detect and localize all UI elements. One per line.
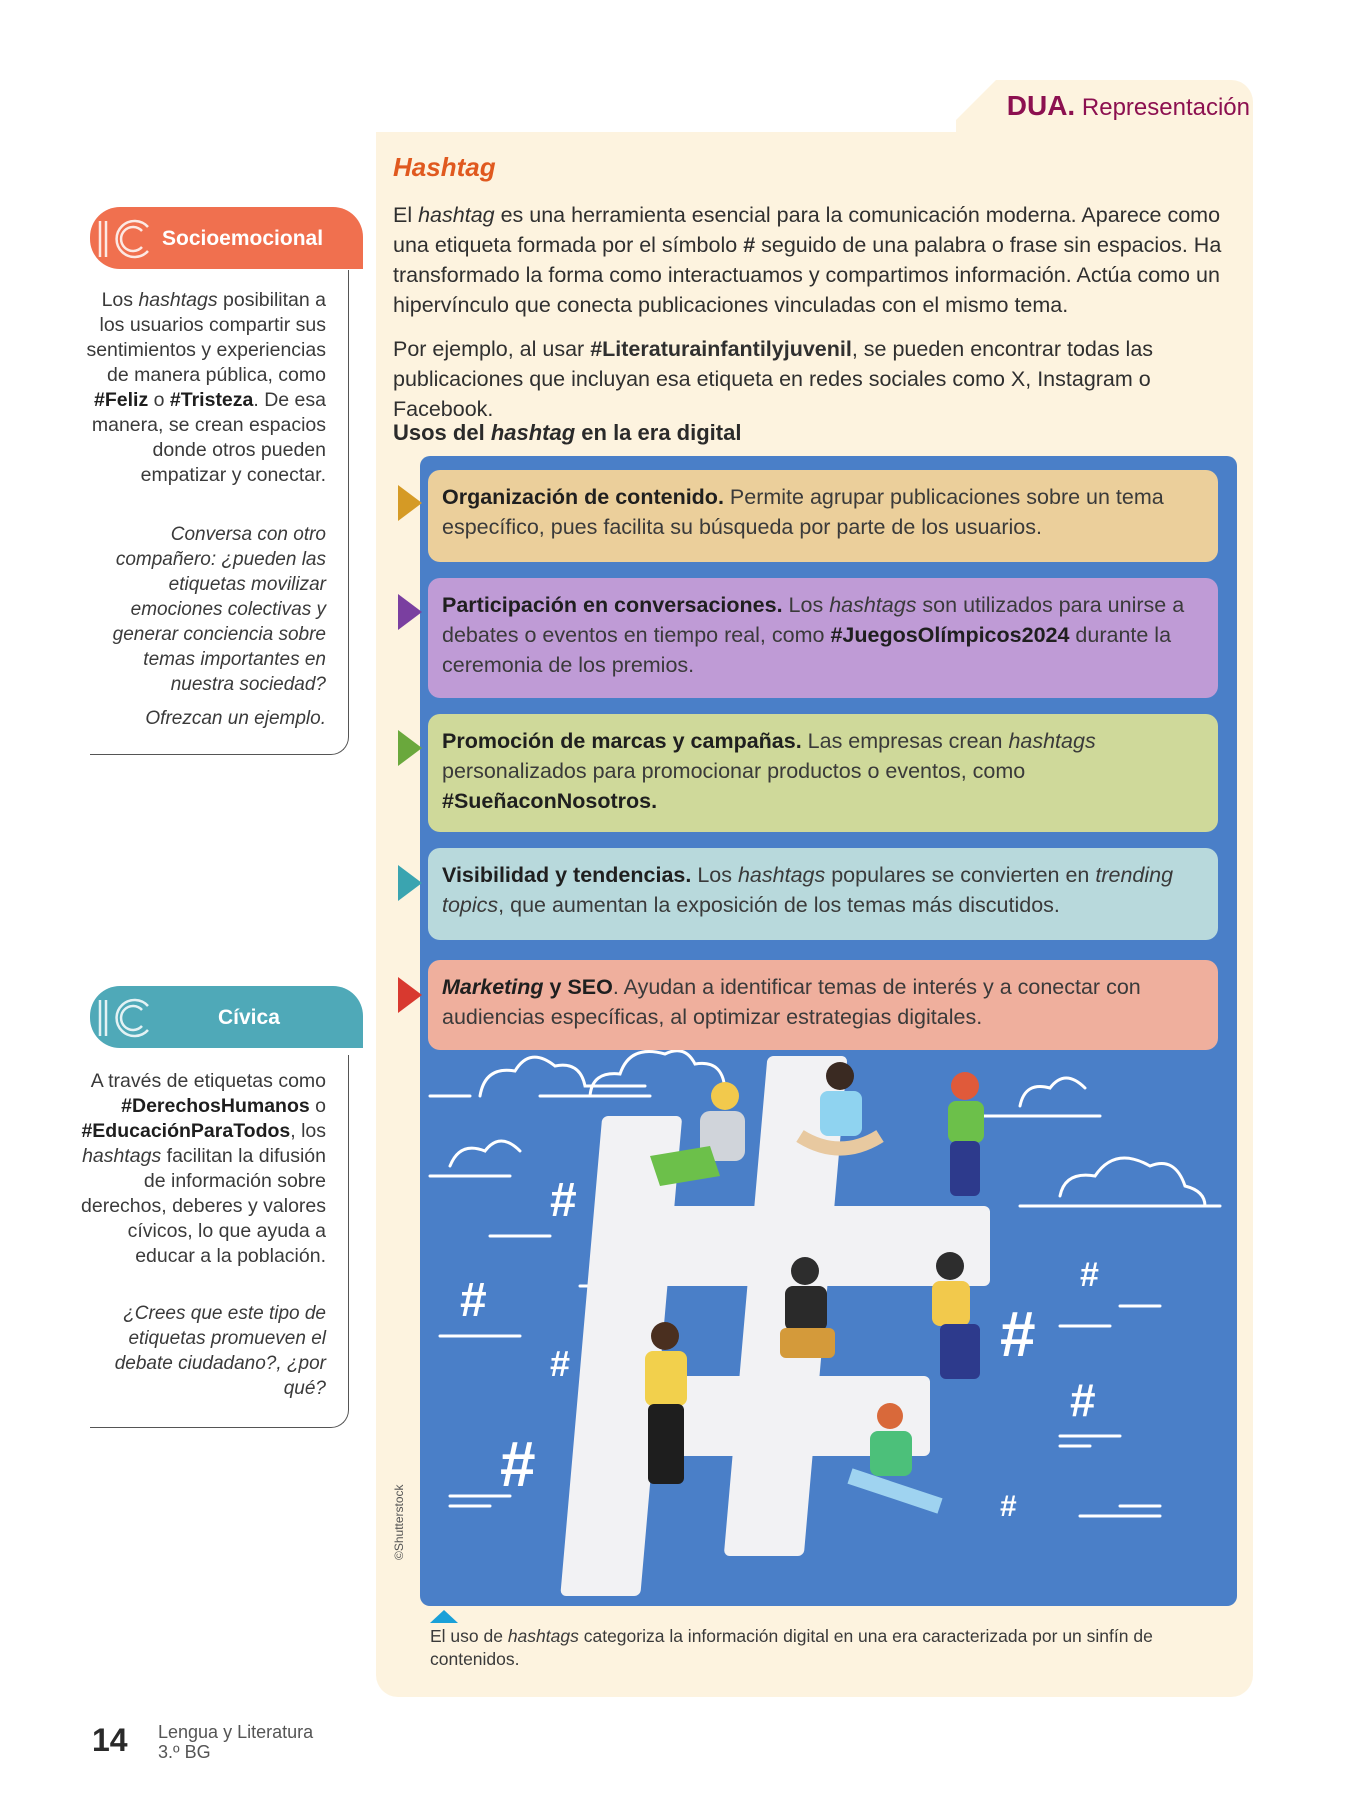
svg-text:#: # — [1000, 1298, 1036, 1370]
page-number: 14 — [92, 1722, 128, 1758]
intro-paragraph: El hashtag es una herramienta esencial para la comunicación moderna. Aparece como una etiqueta formada por el símbolo # seguido de una palabra o frase sin espacios. Ha transformado la forma como interactuamos y compartimos información. Actúa como un hipervínculo que conecta publicaciones vinculadas con el mismo tema. — [393, 203, 1222, 317]
bullet-triangle-5 — [398, 977, 422, 1013]
bullet-triangle-4 — [398, 865, 422, 901]
socioemocional-header — [90, 207, 363, 269]
ic-logo-icon — [92, 217, 152, 261]
ic-logo-icon — [92, 996, 152, 1040]
civica-question: ¿Crees que este tipo de etiquetas promueven el debate ciudadano?, ¿por qué? — [114, 1303, 326, 1399]
svg-text:#: # — [550, 1174, 577, 1227]
civica-header — [90, 986, 363, 1048]
caption-triangle-icon — [430, 1610, 458, 1623]
bullet-triangle-3 — [398, 730, 422, 766]
card-visibilidad: Visibilidad y tendencias. Los hashtags populares se convierten en trending topics, que aumentan la exposición de los temas más discutidos. — [428, 848, 1218, 940]
socioemocional-question: Conversa con otro compañero: ¿pueden las etiquetas movilizar emociones colectivas y generar conciencia sobre temas importantes en nuestra sociedad? — [112, 524, 326, 695]
card-participacion: Participación en conversaciones. Los hashtags son utilizados para unirse a debates o eventos en tiempo real, como #JuegosOlímpicos2024 durante la ceremonia de los premios. — [428, 578, 1218, 698]
svg-text:#: # — [1070, 1374, 1096, 1426]
image-credit: ©Shutterstock — [392, 1484, 406, 1560]
panel-corner-slope — [944, 80, 996, 132]
dua-label: DUA. Representación — [1006, 90, 1250, 121]
svg-text:#: # — [550, 1343, 571, 1384]
socioemocional-prompt: Ofrezcan un ejemplo. — [145, 708, 326, 729]
svg-text:#: # — [1000, 1490, 1017, 1523]
card-promocion: Promoción de marcas y campañas. Las empresas crean hashtags personalizados para promocionar productos o eventos, como #SueñaconNosotros. — [428, 714, 1218, 832]
svg-text:#: # — [460, 1274, 487, 1327]
civica-text: A través de etiquetas como #DerechosHumanos o #EducaciónParaTodos, los hashtags facilitan la difusión de información sobre derechos, deberes y valores cívicos, lo que ayuda a educar a la población. — [81, 1070, 326, 1267]
image-caption: El uso de hashtags categoriza la información digital en una era caracterizada por un sinfín de contenidos. — [430, 1626, 1153, 1669]
panel-corner-cut — [376, 80, 956, 132]
socioemocional-label: Socioemocional — [162, 227, 324, 250]
socioemocional-box — [86, 270, 349, 755]
section-title: Hashtag — [393, 152, 496, 182]
usos-heading: Usos del hashtag en la era digital — [393, 420, 742, 445]
card-organizacion: Organización de contenido. Permite agrupar publicaciones sobre un tema específico, pues facilita su búsqueda por parte de los usuarios. — [428, 470, 1218, 562]
card-marketing: Marketing y SEO. Ayudan a identificar temas de interés y a conectar con audiencias específicas, al optimizar estrategias digitales. — [428, 960, 1218, 1050]
example-paragraph: Por ejemplo, al usar #Literaturainfantilyjuvenil, se pueden encontrar todas las publicaciones que incluyan esa etiqueta en redes sociales como X, Instagram o Facebook. — [393, 337, 1154, 421]
bullet-triangle-1 — [398, 485, 422, 521]
civica-label: Cívica — [218, 1006, 280, 1029]
socioemocional-text: Los hashtags posibilitan a los usuarios compartir sus sentimientos y experiencias de manera pública, como #Feliz o #Tristeza. De esa manera, se crean espacios donde otros pueden empatizar y conectar. — [86, 289, 326, 486]
book-info: Lengua y Literatura 3.º BG — [158, 1722, 314, 1762]
bullet-triangle-2 — [398, 594, 422, 630]
svg-text:#: # — [500, 1428, 536, 1500]
civica-box — [81, 1055, 349, 1428]
svg-text:#: # — [1080, 1256, 1099, 1294]
